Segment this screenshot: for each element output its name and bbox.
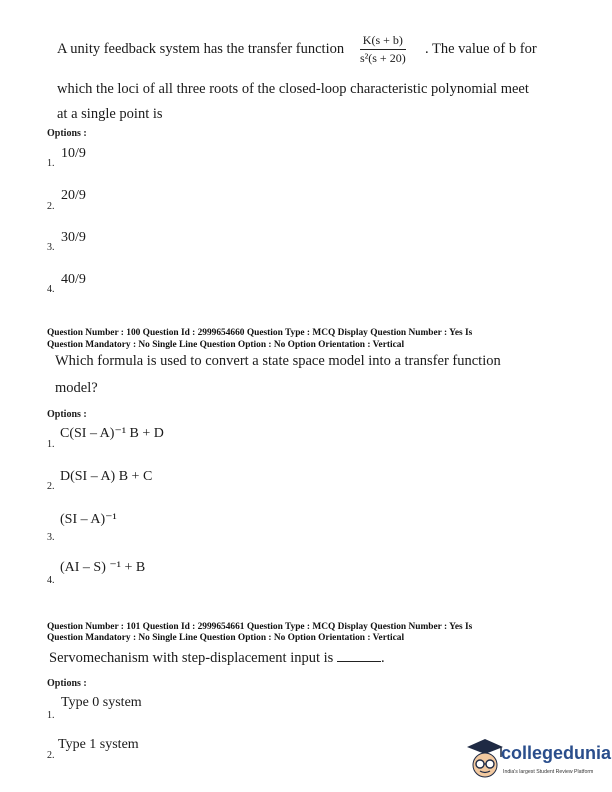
q100-meta-line1: Question Number : 100 Question Id : 2999654660 Question Type : MCQ Display Question Number : Yes Is [47, 328, 473, 338]
q101-meta-line2: Question Mandatory : No Single Line Question Option : No Option Orientation : Vertical [47, 633, 405, 643]
q99-option-4-number: 4. [47, 284, 55, 295]
logo-wordmark: collegedunia [501, 743, 612, 763]
q99-stem-line1b: . The value of b for [425, 41, 537, 57]
fraction-denominator: s²(s + 20) [360, 51, 406, 65]
q99-option-2-number: 2. [47, 201, 55, 212]
q100-option-2[interactable]: D(SI – A) B + C [60, 469, 153, 484]
q100-stem-line1: Which formula is used to convert a state space model into a transfer function [55, 353, 501, 369]
q100-stem-line2: model? [55, 380, 98, 396]
q101-option-2[interactable]: Type 1 system [58, 737, 139, 752]
q100-meta-line2: Question Mandatory : No Single Line Question Option : No Option Orientation : Vertical [47, 340, 405, 350]
q99-stem-line3: at a single point is [57, 106, 163, 122]
q100-option-1-number: 1. [47, 439, 55, 450]
q99-option-2[interactable]: 20/9 [61, 188, 86, 203]
q101-meta-line1: Question Number : 101 Question Id : 2999654661 Question Type : MCQ Display Question Number : Yes Is [47, 622, 473, 632]
q99-option-1-number: 1. [47, 158, 55, 169]
q100-option-3-number: 3. [47, 532, 55, 543]
q99-option-3-number: 3. [47, 242, 55, 253]
q100-option-4-number: 4. [47, 575, 55, 586]
q101-stem-text: Servomechanism with step-displacement input is [49, 650, 334, 666]
logo-tagline: India's largest Student Review Platform [503, 769, 594, 775]
q100-option-1[interactable]: C(SI – A)⁻¹ B + D [60, 426, 164, 441]
q100-option-4[interactable]: (AI – S) ⁻¹ + B [60, 560, 146, 575]
q100-option-3[interactable]: (SI – A)⁻¹ [60, 512, 117, 527]
q100-options-label: Options : [47, 409, 87, 420]
q99-option-3[interactable]: 30/9 [61, 230, 86, 245]
q101-option-1-number: 1. [47, 710, 55, 721]
q99-option-1[interactable]: 10/9 [61, 146, 86, 161]
q99-option-4[interactable]: 40/9 [61, 272, 86, 287]
q100-option-2-number: 2. [47, 481, 55, 492]
q99-stem-line2: which the loci of all three roots of the closed-loop characteristic polynomial meet [57, 81, 529, 97]
q101-stem-period: . [380, 650, 385, 666]
q101-option-1[interactable]: Type 0 system [61, 695, 142, 710]
fraction-numerator: K(s + b) [360, 33, 406, 50]
q99-stem-line1a: A unity feedback system has the transfer function [57, 41, 345, 57]
transfer-function-fraction [360, 33, 406, 66]
q101-option-2-number: 2. [47, 750, 55, 761]
q99-options-label: Options : [47, 128, 87, 139]
q101-options-label: Options : [47, 678, 87, 689]
answer-blank [337, 661, 381, 662]
q101-stem [49, 650, 385, 667]
